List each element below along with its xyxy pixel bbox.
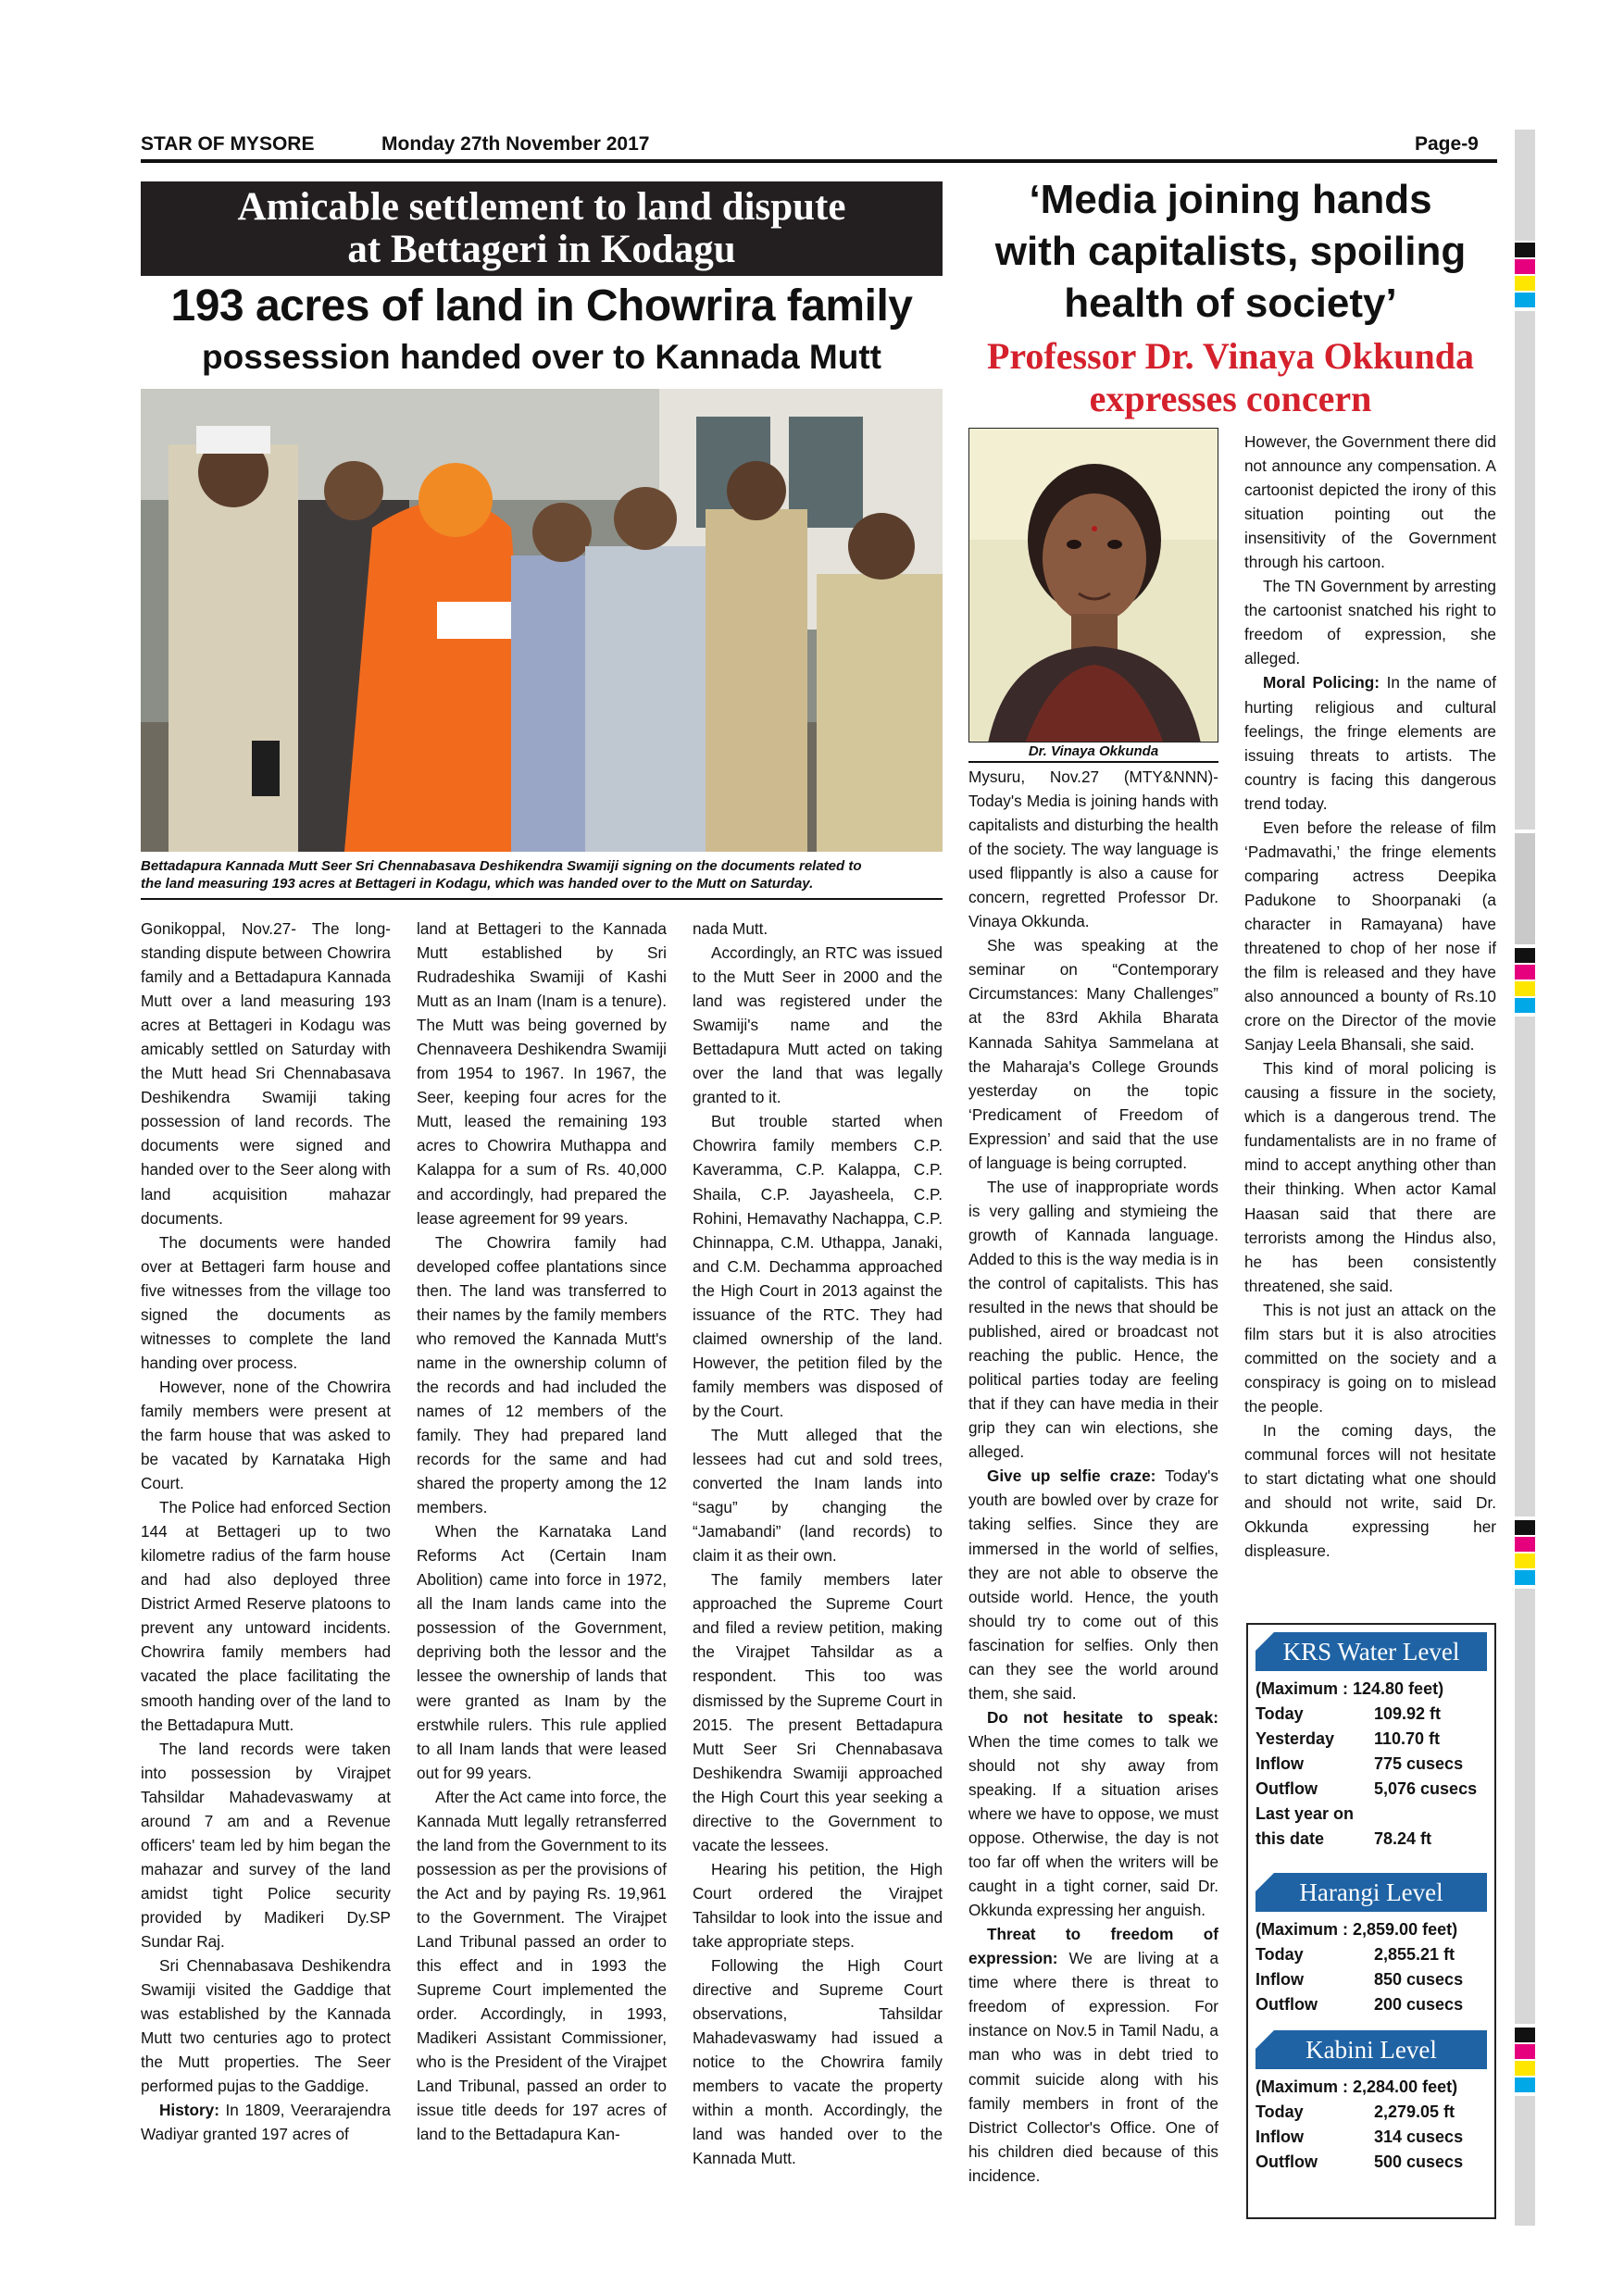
row-label: Inflow [1255, 2128, 1304, 2146]
kabini-row [1255, 2100, 1493, 2125]
paragraph: The family members later approached the Supreme Court and filed a review petition, making the Virajpet Tahsildar as a respondent. This too was dismissed by the Supreme Court in 2015. The present Bettadapura Mutt Seer Sri Chennabasava Deshikendra Swamiji approached the High Court this year seeking a directive to the Government to vacate the lessees. [693, 1570, 943, 1854]
row-label: Today [1255, 1704, 1304, 1723]
paragraph: The documents were handed over at Bettageri farm house and five witnesses from the village too signed the documents as witnesses to complete the land handing over process. [141, 1232, 391, 1372]
krs-row [1255, 1827, 1493, 1852]
reg-gray-block [1515, 130, 1535, 241]
paragraph: But trouble started when Chowrira family members C.P. Kaveramma, C.P. Kalappa, C.P. Shaila, C.P. Jayasheela, C.P. Rohini, Hemavathy Nachappa, C.P. Chinnappa, C.M. Uthappa, Janaki, and C.M. Dechamma approached the High Court in 2013 against the issuance of the RTC. They had claimed ownership of the land. However, the petition filed by the family members was disposed of by the Court. [693, 1112, 943, 1420]
reg-black-block [1515, 1520, 1535, 1535]
paragraph-text: In the name of hurting religious and cultural feelings, the fringe elements are issuing threats to artists. The country is facing this dangerous trend today. [1244, 673, 1496, 813]
reg-magenta-block [1515, 259, 1535, 274]
kabini-row [1255, 2150, 1493, 2175]
krs-level-title: KRS Water Level [1255, 1632, 1487, 1671]
caption-rule [141, 898, 943, 900]
portrait-caption: Dr. Vinaya Okkunda [1028, 743, 1159, 759]
paragraph: Following the High Court directive and Supreme Court observations, Tahsildar Mahadevaswamy had issued a notice to the Chowrira family members to vacate the property within a month. Accordingly, the land was handed over to the Kannada Mutt. [693, 1956, 943, 2168]
article-column-4 [968, 765, 1218, 2188]
paragraph: After the Act came into force, the Kannada Mutt legally retransferred the land from the Government to its possession as per the provisions of the Act and by paying Rs. 19,961 to the Government. The Virajpet Land Tribunal passed an order to this effect and in 1993 the Supreme Court implemented the order. Accordingly, in 1993, Madikeri Assistant Commissioner, who is the President of the Virajpet Land Tribunal, passed an order to issue title deeds for 197 acres of land to the Bettadapura Kan- [417, 1787, 667, 2144]
subhead-speak: Do not hesitate to speak: [987, 1707, 1218, 1727]
reg-yellow-block [1515, 2061, 1535, 2076]
paragraph [141, 2098, 391, 2146]
harangi-level-table [1255, 1917, 1493, 2017]
paragraph-text: We are living at a time where there is threat to freedom of expression. For instance on Nov.5 in Tamil Nadu, a man who was in debt tried to commit suicide along with his family members in front of the District Collector's Office. One of his children died because of this incidence. [968, 1949, 1218, 2185]
reg-black-block [1515, 2028, 1535, 2042]
reg-magenta-block [1515, 1537, 1535, 1552]
krs-last-year-label: Last year on [1255, 1804, 1355, 1823]
reg-black-block [1515, 243, 1535, 257]
reg-gray-block [1515, 2096, 1535, 2226]
page-number: Page-9 [1415, 133, 1479, 155]
reg-black-block [1515, 948, 1535, 963]
reg-cyan-block [1515, 998, 1535, 1013]
paragraph: In the coming days, the communal forces will not hesitate to start dictating what one should and should not write, said Dr. Okkunda expressing her displeasure. [1244, 1420, 1496, 1561]
reg-magenta-block [1515, 965, 1535, 980]
left-headline-line2: at Bettageri in Kodagu [347, 228, 736, 271]
row-value: 110.70 ft [1374, 1729, 1441, 1748]
article-column-3 [693, 917, 943, 2170]
paragraph-text: When the time comes to talk we should not shy away from speaking. If a situation arises where we have to oppose, we must oppose. Otherwise, the day is not too far off when the writers will be caught in a tight corner, said Dr. Okkunda expressing her anguish. [968, 1731, 1218, 1920]
reg-gray-block [1515, 833, 1535, 944]
reg-gray-block [1515, 1589, 1535, 2024]
krs-max: (Maximum : 124.80 feet) [1255, 1679, 1444, 1698]
harangi-row [1255, 1942, 1493, 1967]
row-label: this date [1255, 1829, 1325, 1848]
reg-yellow-block [1515, 981, 1535, 996]
krs-level-table [1255, 1677, 1493, 1852]
kabini-level-title: Kabini Level [1255, 2030, 1487, 2069]
row-label: Yesterday [1255, 1729, 1335, 1748]
row-value: 500 cusecs [1374, 2152, 1464, 2171]
right-headline-line3: health of society’ [1064, 281, 1397, 326]
row-value: 314 cusecs [1374, 2128, 1464, 2146]
right-headline [963, 174, 1498, 330]
kabini-level-table [1255, 2075, 1493, 2175]
row-label: Inflow [1255, 1970, 1304, 1989]
paragraph [968, 1922, 1218, 2188]
portrait-rule [968, 761, 1218, 763]
paragraph: The use of inappropriate words is very galling and stymieing the growth of Kannada language. Added to this is the way media is in the control of capitalists. This has resulted in the news that should be published, aired or broadcast not reaching the public. Hence, the political parties today are feeling that if they can have media in their grip they can win elections, she alleged. [968, 1177, 1218, 1462]
subhead-selfie: Give up selfie craze: [987, 1466, 1156, 1486]
krs-row [1255, 1727, 1493, 1752]
reg-magenta-block [1515, 2044, 1535, 2059]
reg-cyan-block [1515, 293, 1535, 307]
harangi-level-title: Harangi Level [1255, 1873, 1487, 1912]
right-headline-line1: ‘Media joining hands [1029, 177, 1432, 222]
paragraph: However, none of the Chowrira family members were present at the farm house that was asked to be vacated by Karnataka High Court. [141, 1377, 391, 1493]
right-subheadline-line1: Professor Dr. Vinaya Okkunda [986, 335, 1475, 377]
paragraph: Hearing his petition, the High Court ordered the Virajpet Tahsildar to look into the issue and take appropriate steps. [693, 1859, 943, 1951]
photo-caption-line1: Bettadapura Kannada Mutt Seer Sri Chennabasava Deshikendra Swamiji signing on the documents related to [141, 858, 862, 874]
krs-row [1255, 1752, 1493, 1777]
reg-gray-block [1515, 1017, 1535, 1516]
reg-gray-block [1515, 311, 1535, 830]
harangi-row [1255, 1967, 1493, 1992]
paragraph-text: Today's youth are bowled over by craze for taking selfies. Since they are immersed in the world of selfies, they are not able to observe the outside world. Hence, the youth should try to come out of this fascination for selfies. Only then can they see the world around them, she said. [968, 1466, 1219, 1703]
kabini-max: (Maximum : 2,284.00 feet) [1255, 2078, 1458, 2096]
row-label: Today [1255, 1945, 1304, 1964]
paragraph: The land records were taken into possession by Virajpet Tahsildar Mahadevaswamy at around 7 am and a Revenue officers' team led by him began the mahazar and survey of the land amidst tight Police security provided by Madikeri Dy.SP Sundar Raj. [141, 1739, 391, 1951]
row-label: Today [1255, 2103, 1304, 2121]
portrait-photo [968, 428, 1218, 742]
row-value: 109.92 ft [1374, 1704, 1442, 1723]
reg-cyan-block [1515, 1570, 1535, 1585]
kabini-row [1255, 2125, 1493, 2150]
row-value: 5,076 cusecs [1374, 1779, 1478, 1798]
portrait-illustration [969, 429, 1218, 742]
paragraph: She was speaking at the seminar on “Contemporary Circumstances: Many Challenges” at the 83rd Akhila Bharata Kannada Sahitya Sammelana at the Maharaja's College Grounds yesterday on the topic ‘Predicament of Freedom of Expression’ and said that the use of language is being corrupted. [968, 936, 1218, 1172]
subhead-threat: Threat to freedom of expression: [968, 1925, 1218, 1968]
paragraph: The TN Government by arresting the cartoonist snatched his right to freedom of expression, she alleged. [1244, 577, 1496, 668]
news-photo [141, 389, 943, 852]
row-label: Inflow [1255, 1754, 1304, 1773]
article-column-2 [417, 917, 667, 2146]
row-value: 78.24 ft [1374, 1829, 1432, 1848]
row-label: Outflow [1255, 1779, 1318, 1798]
paragraph [1244, 670, 1496, 815]
harangi-row [1255, 1992, 1493, 2017]
paragraph: However, the Government there did not announce any compensation. A cartoonist depicted the irony of this situation pointing out the insensitivity of the Government through his cartoon. [1244, 432, 1496, 572]
subhead-moral-policing: Moral Policing: [1263, 673, 1380, 693]
row-value: 775 cusecs [1374, 1754, 1464, 1773]
article-column-1 [141, 917, 391, 2146]
reg-yellow-block [1515, 1554, 1535, 1568]
paragraph: nada Mutt. [693, 919, 768, 938]
paragraph: Mysuru, Nov.27 (MTY&NNN)- Today's Media is joining hands with capitalists and disturbing the health of the society. The way language is used flippantly is also a cause for concern, regretted Professor Dr. Vinaya Okkunda. [968, 767, 1218, 931]
harangi-max: (Maximum : 2,859.00 feet) [1255, 1920, 1458, 1939]
paragraph: The Police had enforced Section 144 at Bettageri up to two kilometre radius of the farm house and had also deployed three District Armed Reserve platoons to prevent any untoward incidents. Chowrira family members had vacated the place facilitating the smooth handing over of the land to the Bettadapura Mutt. [141, 1498, 391, 1734]
paragraph: Accordingly, an RTC was issued to the Mutt Seer in 2000 and the land was registered under the Swamiji's name and the Bettadapura Mutt acted on taking over the land that was legally granted to it. [693, 943, 943, 1107]
row-value: 850 cusecs [1374, 1970, 1464, 1989]
right-subheadline-line2: expresses concern [1089, 378, 1372, 419]
paragraph: When the Karnataka Land Reforms Act (Certain Inam Abolition) came into force in 1972, all the Inam lands came into the possession of the Government, depriving both the lessor and the lessee the ownership of lands that were granted as Inam by the erstwhile rulers. This rule applied to all Inam lands that were leased out for 99 years. [417, 1522, 667, 1782]
row-value: 200 cusecs [1374, 1995, 1464, 2014]
reservoir-levels-box [1246, 1623, 1496, 2219]
masthead-rule [141, 159, 1497, 163]
right-subheadline [963, 335, 1498, 420]
paragraph [968, 1464, 1218, 1704]
left-subheadline-2: possession handed over to Kannada Mutt [202, 338, 881, 376]
paragraph [968, 1705, 1218, 1922]
news-photo-illustration [141, 389, 943, 852]
left-headline-line1: Amicable settlement to land dispute [237, 185, 846, 229]
issue-date: Monday 27th November 2017 [381, 133, 650, 155]
row-value: 2,279.05 ft [1374, 2103, 1455, 2121]
photo-caption [141, 857, 943, 892]
paragraph: Sri Chennabasava Deshikendra Swamiji visited the Gaddige that was established by the Kannada Mutt two centuries ago to protect the Mutt properties. The Seer performed pujas to the Gaddige. [141, 1956, 391, 2096]
left-headline-box [141, 181, 943, 276]
right-headline-line2: with capitalists, spoiling [994, 229, 1467, 274]
left-subheadline-1: 193 acres of land in Chowrira family [170, 281, 913, 331]
paper-name: STAR OF MYSORE [141, 133, 315, 155]
reg-yellow-block [1515, 276, 1535, 291]
row-label: Outflow [1255, 1995, 1318, 2014]
paragraph-text: In 1809, Veerarajendra Wadiyar granted 197 acres of [141, 2101, 391, 2144]
paragraph: This kind of moral policing is causing a fissure in the society, which is a dangerous trend. The fundamentalists are in no frame of mind to accept anything other than their thinking. When actor Kamal Haasan said that there are terrorists among the Hindus also, he has been consistently threatened, she said. [1244, 1059, 1496, 1295]
krs-row [1255, 1702, 1493, 1727]
krs-row [1255, 1777, 1493, 1802]
paragraph: land at Bettageri to the Kannada Mutt established by Sri Rudradeshika Swamiji of Kashi Mutt as an Inam (Inam is a tenure). The Mutt was being governed by Chennaveera Deshikendra Swamiji from 1954 to 1967. In 1967, the Seer, keeping four acres for the Mutt, leased the remaining 193 acres to Chowrira Muthappa and Kalappa for a sum of Rs. 40,000 and accordingly, had prepared the lease agreement for 99 years. [417, 919, 667, 1228]
reg-cyan-block [1515, 2078, 1535, 2092]
paragraph: The Mutt alleged that the lessees had cut and sold trees, converted the Inam lands into “sagu” by changing the “Jamabandi” (land records) to claim it as their own. [693, 1425, 943, 1566]
paragraph: Gonikoppal, Nov.27- The long-standing dispute between Chowrira family and a Bettadapura Kannada Mutt over a land measuring 193 acres at Bettageri in Kodagu was amicably settled on Saturday with the Mutt head Sri Chennabasava Deshikendra Swamiji taking possession of land records. The documents were signed and handed over to the Seer along with land acquisition mahazar documents. [141, 919, 391, 1228]
row-label: Outflow [1255, 2152, 1318, 2171]
photo-caption-line2: the land measuring 193 acres at Bettageri in Kodagu, which was handed over to the Mutt on Saturday. [141, 876, 814, 892]
paragraph: Even before the release of film ‘Padmavathi,’ the fringe elements comparing actress Deepika Padukone to Shoorpanaki (a character in Ramayana) have threatened to chop of her nose if the film is released and they have also announced a bounty of Rs.10 crore on the Director of the movie Sanjay Leela Bhansali, she said. [1244, 817, 1496, 1054]
paragraph: This is not just an attack on the film stars but it is also atrocities committed on the society and a conspiracy is going on to mislead the people. [1244, 1300, 1496, 1416]
paragraph: The Chowrira family had developed coffee plantations since then. The land was transferred to their names by the family members who removed the Kannada Mutt's name in the ownership column of the records and had included the names of 12 members of the family. They had prepared land records for the same and had shared the property among the 12 members. [417, 1232, 667, 1517]
subhead-history: History: [159, 2101, 219, 2120]
article-column-5 [1244, 430, 1496, 1563]
row-value: 2,855.21 ft [1374, 1945, 1455, 1964]
